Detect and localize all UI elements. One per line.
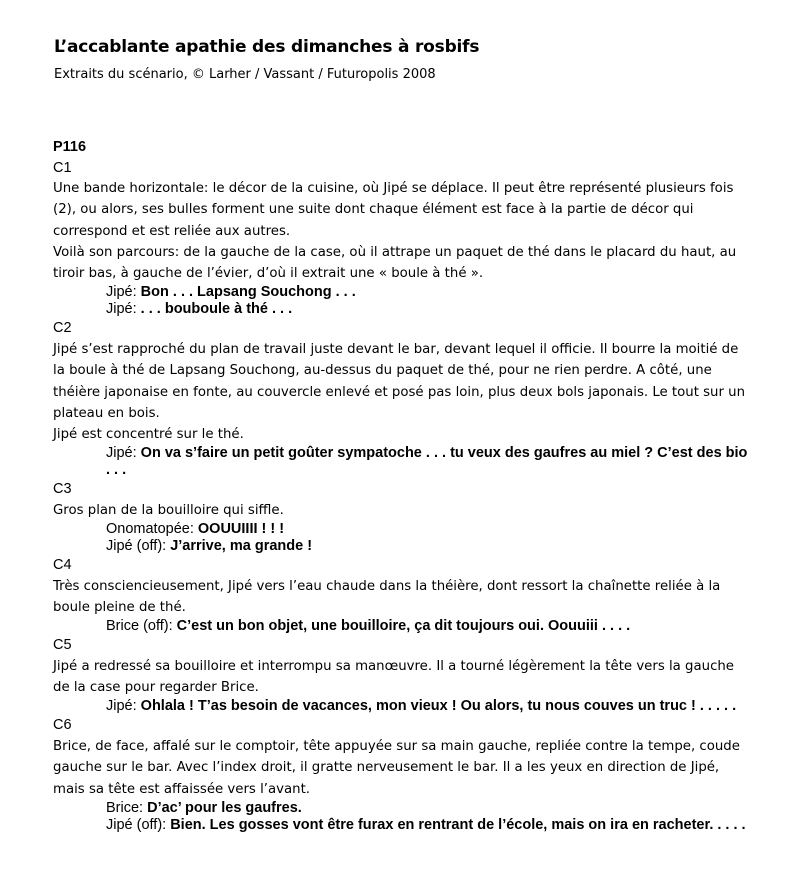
page-label: P116 <box>53 139 87 155</box>
case-description: Jipé a redressé sa bouilloire et interrompu sa manœuvre. Il a tourné légèrement la tête vers la gauche de la case pour regarder Brice. <box>53 658 734 696</box>
speech: On va s’faire un petit goûter sympatoche . . . tu veux des gaufres au miel ? C’est des bio . . . <box>106 445 748 479</box>
speaker: Jipé (off): <box>106 538 171 555</box>
speech: Ohlala ! T’as besoin de vacances, mon vieux ! Ou alors, tu nous couves un truc ! . . . . . <box>140 698 737 715</box>
speech: D’ac’ pour les gaufres. <box>147 799 302 816</box>
speaker: Onomatopée: <box>106 521 198 538</box>
case-c2 <box>53 318 753 479</box>
speech: OOUUIIII ! ! ! <box>197 521 285 538</box>
script-body <box>53 137 753 834</box>
case-label: C5 <box>53 637 72 654</box>
case-label: C6 <box>53 717 72 734</box>
case-c6 <box>53 715 753 833</box>
speech: . . . bouboule à thé . . . <box>140 301 293 318</box>
document-title: L’accablante apathie des dimanches à rosbifs <box>54 37 480 57</box>
case-c1 <box>53 158 753 319</box>
dialogue-line <box>53 618 753 635</box>
speech: Bon . . . Lapsang Souchong . . . <box>140 284 356 301</box>
dialogue-line <box>53 284 753 301</box>
speaker: Brice (off): <box>106 618 177 635</box>
case-description: Une bande horizontale: le décor de la cuisine, où Jipé se déplace. Il peut être représenté plusieurs fois (2), ou alors, ses bulles forment une suite dont chaque élément est face à la partie de décor qui correspond et est reliée aux autres. Voilà son parcours: de la gauche de la case, où il attrape un paquet de thé dans le placard du haut, au tiroir bas, à gauche de l’évier, d’où il extrait une « boule à thé ». <box>53 181 737 282</box>
case-description: Jipé s’est rapproché du plan de travail juste devant le bar, devant lequel il officie. Il bourre la moitié de la boule à thé de Lapsang Souchong, au-dessus du paquet de thé, pour ne rien perdre. A côté, une théière japonaise en fonte, au couvercle enlevé et posé pas loin, plus deux bols japonais. Le tout sur un plateau en bois. Jipé est concentré sur le thé. <box>53 341 746 443</box>
speaker: Jipé: <box>106 445 141 462</box>
case-label: C1 <box>53 159 72 176</box>
dialogue-line <box>53 800 753 817</box>
document-subtitle: Extraits du scénario, © Larher / Vassant / Futuropolis 2008 <box>54 67 436 82</box>
speaker: Jipé (off): <box>106 816 171 833</box>
case-label: C4 <box>53 557 72 574</box>
dialogue-line <box>53 445 753 479</box>
dialogue-line <box>53 521 753 538</box>
speaker: Jipé: <box>106 698 141 715</box>
speaker: Brice: <box>106 799 148 816</box>
case-c5 <box>53 635 753 715</box>
dialogue-line <box>53 698 753 715</box>
case-description: Brice, de face, affalé sur le comptoir, tête appuyée sur sa main gauche, repliée contre la tempe, coude gauche sur le bar. Avec l’index droit, il gratte nerveusement le bar. Il a les yeux en direction de Jipé, mais sa tête est affaissée vers l’avant. <box>53 738 740 797</box>
dialogue-line <box>53 817 753 834</box>
speaker: Jipé: <box>106 284 141 301</box>
case-label: C3 <box>53 481 72 498</box>
speech: C’est un bon objet, une bouilloire, ça dit toujours oui. Oouuiii . . . . <box>176 618 631 635</box>
speech: J’arrive, ma grande ! <box>170 538 313 555</box>
case-c3 <box>53 479 753 555</box>
case-description: Gros plan de la bouilloire qui siffle. <box>53 502 284 518</box>
case-c4 <box>53 555 753 635</box>
case-description: Très consciencieusement, Jipé vers l’eau chaude dans la théière, dont ressort la chaînette reliée à la boule pleine de thé. <box>53 578 721 616</box>
speech: Bien. Les gosses vont être furax en rentrant de l’école, mais on ira en racheter. . . . . <box>170 816 746 833</box>
dialogue-line <box>53 538 753 555</box>
speaker: Jipé: <box>106 301 141 318</box>
case-label: C2 <box>53 320 72 337</box>
dialogue-line <box>53 301 753 318</box>
